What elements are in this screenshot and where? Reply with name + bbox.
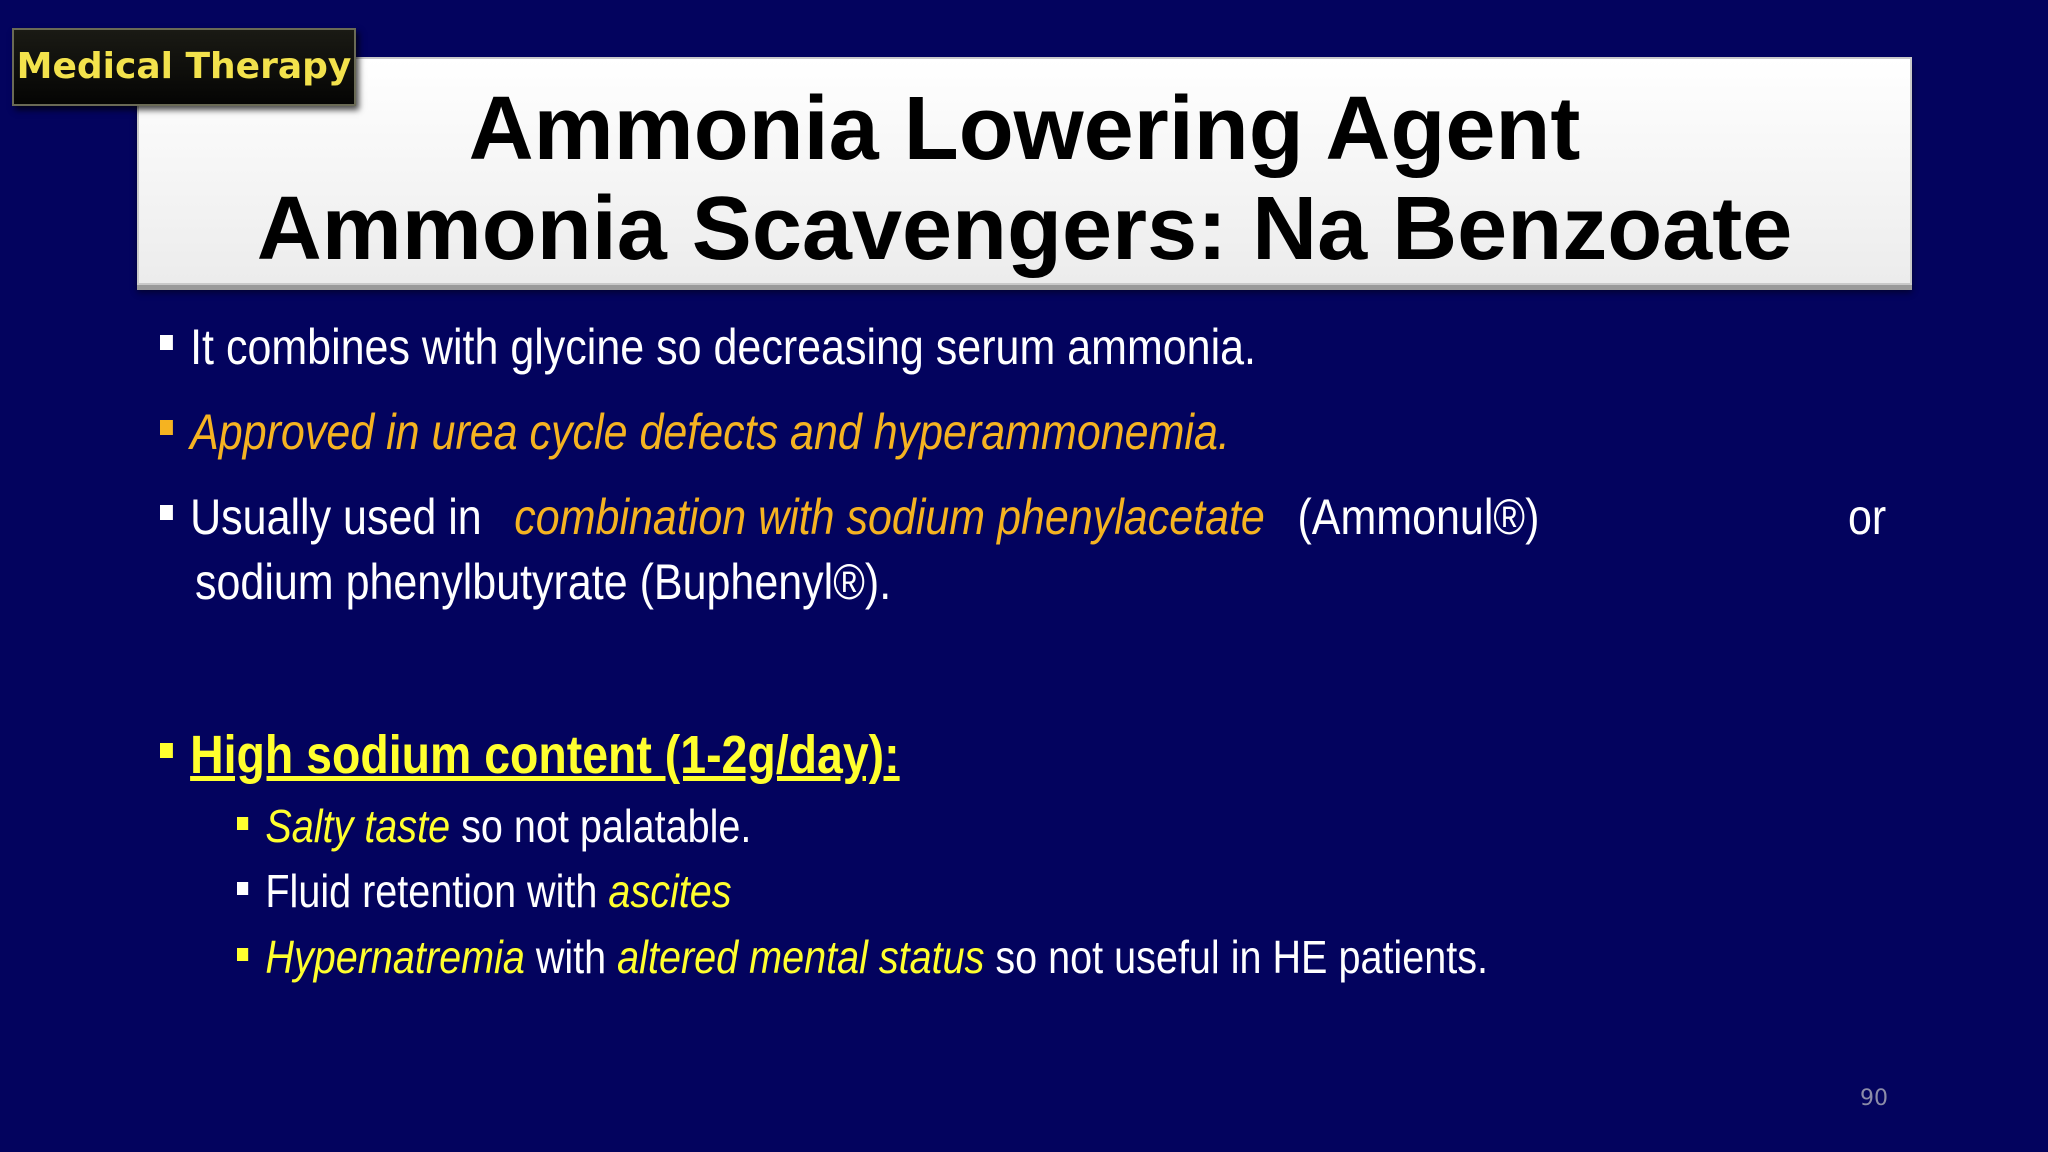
bullet-square-icon: [237, 882, 248, 895]
bullet-approved: [160, 400, 1230, 464]
bullet-square-icon: [160, 743, 173, 758]
bullet-text: It combines with glycine so decreasing serum ammonia.: [190, 319, 1257, 375]
sub-bullet-text-mid: with: [524, 931, 618, 983]
sub-bullet-text: Fluid retention with: [265, 865, 609, 917]
bullet-high-sodium: [160, 723, 900, 787]
page-number: 90: [1860, 1086, 1888, 1111]
sub-bullet-highlight: Salty taste: [265, 800, 451, 852]
bullet-heading: High sodium content (1-2g/day):: [190, 725, 900, 785]
bullet-square-icon: [237, 817, 248, 830]
slide-title-line-2: Ammonia Scavengers: Na Benzoate: [256, 179, 1793, 279]
bullet-square-icon: [160, 420, 173, 435]
bullet-text-part2: (Ammonul®): [1297, 489, 1540, 545]
bullet-usage-line2: sodium phenylbutyrate (Buphenyl®).: [195, 554, 892, 610]
bullet-highlight: combination with sodium phenylacetate: [514, 489, 1265, 545]
title-box: [137, 57, 1912, 285]
section-tag: Medical Therapy: [12, 28, 356, 106]
bullet-square-icon: [160, 335, 173, 350]
bullet-glycine: [160, 315, 1256, 379]
sub-bullet-text-rest: so not useful in HE patients.: [984, 931, 1488, 983]
sub-bullet-salty: [237, 794, 751, 858]
bullet-usage-or: or: [1848, 489, 1887, 545]
bullet-text: Approved in urea cycle defects and hyperammonemia.: [190, 404, 1230, 460]
sub-bullet-highlight-2: altered mental status: [617, 931, 985, 983]
bullet-square-icon: [160, 505, 173, 520]
sub-bullet-hypernatremia: [237, 925, 1488, 989]
bullet-square-icon: [237, 948, 248, 961]
bullet-text-part1: Usually used in: [190, 489, 482, 545]
bullet-usage: [160, 485, 1539, 549]
slide-title-line-1: Ammonia Lowering Agent: [468, 79, 1581, 179]
sub-bullet-fluid: [237, 859, 732, 923]
sub-bullet-highlight: ascites: [608, 865, 732, 917]
sub-bullet-text: so not palatable.: [450, 800, 752, 852]
sub-bullet-highlight-1: Hypernatremia: [265, 931, 525, 983]
